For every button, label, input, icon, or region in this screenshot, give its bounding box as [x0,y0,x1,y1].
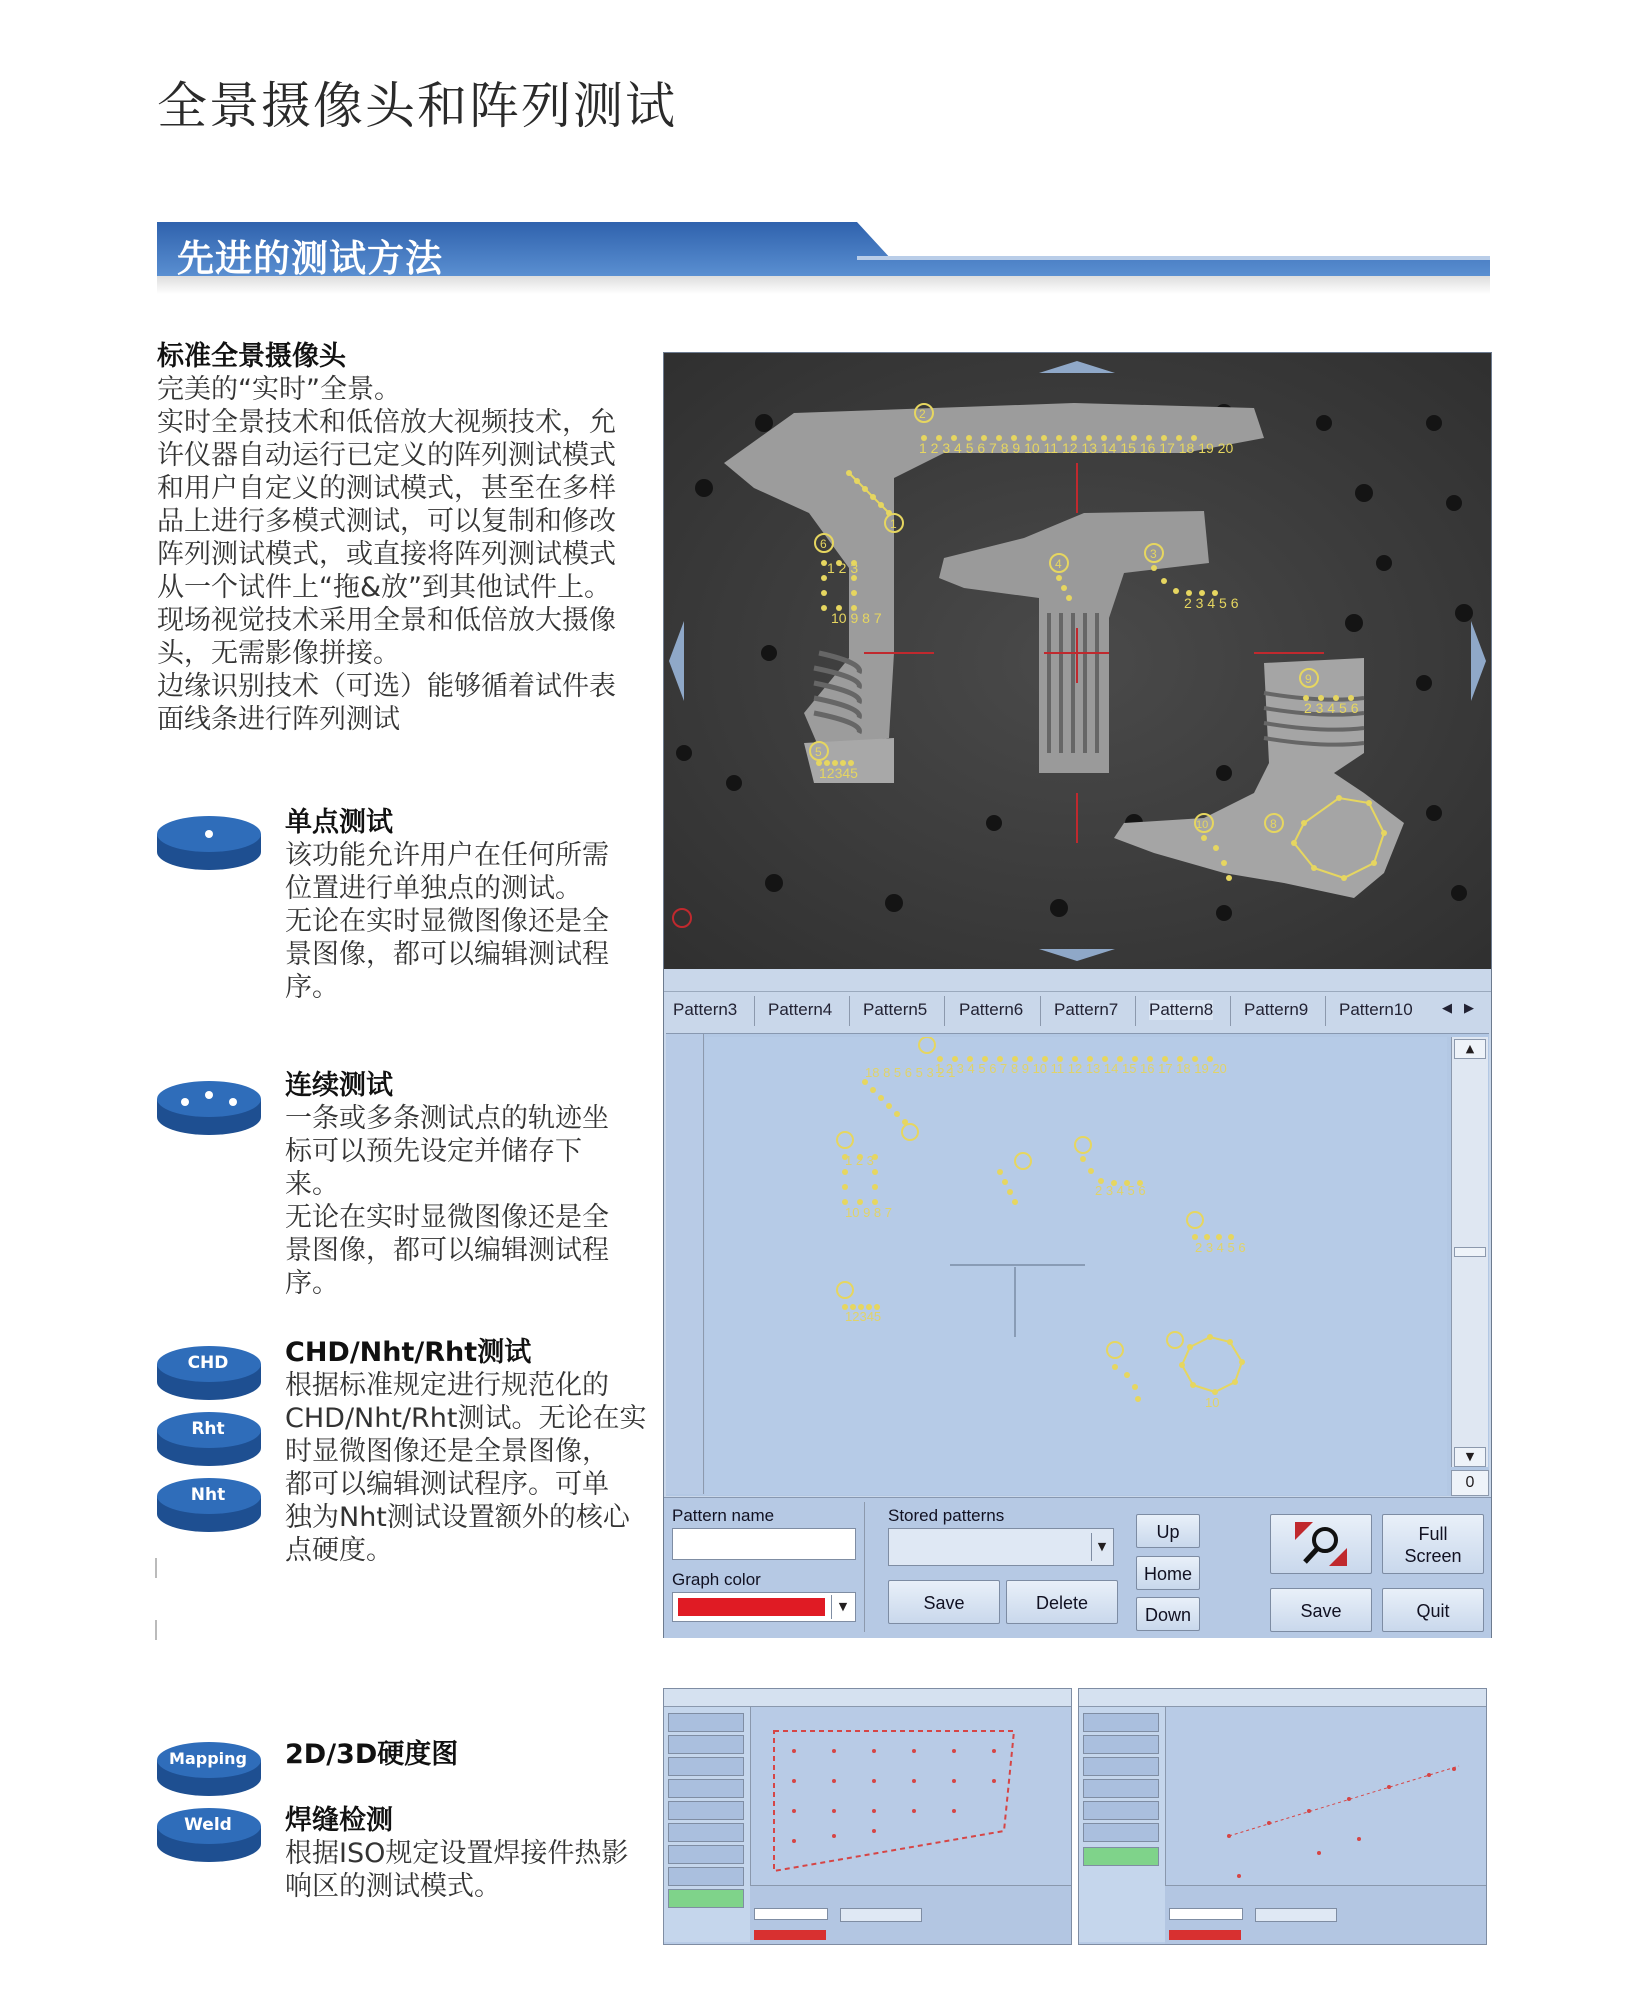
intro-line: 面线条进行阵列测试 [157,704,400,735]
tab-pattern5[interactable]: Pattern5 [863,1000,928,1019]
feature-line: 一条或多条测试点的轨迹坐 [285,1103,609,1134]
thumb-field [754,1908,828,1920]
mapping-disc-icon [155,1736,263,1798]
graph-color-label: Graph color [672,1570,761,1589]
stored-patterns-select[interactable] [888,1528,1114,1566]
home-button[interactable]: Home [1136,1556,1200,1590]
tab-scroll-right-icon[interactable]: ▶ [1464,1000,1474,1015]
feature-line: 根据标准规定进行规范化的 [285,1370,609,1401]
feature-line: 景图像，都可以编辑测试程 [285,939,609,970]
overlay-label: 1 2 3 4 5 6 7 8 9 10 11 12 13 14 15 16 17 18 19 20 [919,440,1234,456]
single-point-icon [155,810,263,872]
feature-line: 序。 [285,1268,339,1299]
thumb-sidebar [1079,1707,1166,1942]
nht-disc-icon [155,1472,263,1534]
tab-pattern9[interactable]: Pattern9 [1244,1000,1309,1019]
pattern-name-label: Pattern name [672,1506,775,1525]
overlay-num: 4 [1055,557,1062,571]
tab-pattern8[interactable]: Pattern8 [1149,1000,1214,1019]
scroll-thumb[interactable] [1454,1247,1486,1257]
pattern-scrollbar[interactable] [1451,1037,1488,1467]
save-button[interactable]: Save [1270,1588,1372,1632]
delete-pattern-button[interactable]: Delete [1006,1580,1118,1624]
thumb-side-button [1083,1757,1159,1776]
overlay-label: 10 9 8 7 [831,610,882,626]
software-window [663,352,1492,1638]
separator-bar [664,969,1491,991]
mapping-graph [754,1711,1054,1881]
intro-line: 和用户自定义的测试模式，甚至在多样 [157,473,616,504]
pattern-label: 1 2 3 4 5 6 7 8 9 10 11 12 13 14 15 16 17 18 19 20 [935,1061,1227,1076]
save-pattern-button[interactable]: Save [888,1580,1000,1624]
feature-chd [285,1336,655,1567]
chevron-down-icon[interactable]: ▼ [1091,1533,1112,1561]
divider [864,1502,865,1632]
pattern-label: 10 [1205,1395,1220,1410]
divider-mark [155,1558,157,1578]
tab-scroll-left-icon[interactable]: ◀ [1442,1000,1452,1015]
continuous-test-icon [155,1075,263,1137]
scroll-value: 0 [1451,1470,1489,1496]
pattern-label: 2 3 4 5 6 [1095,1183,1146,1198]
feature-title: 连续测试 [285,1070,393,1101]
thumb-select [1255,1908,1337,1922]
zoom-icon [1291,1518,1351,1570]
rht-disc-icon [155,1406,263,1468]
feature-mapping [285,1738,655,1771]
thumb-sidebar [664,1707,751,1942]
feature-line: CHD/Nht/Rht测试。无论在实 [285,1403,647,1434]
chd-disc-icon [155,1340,263,1402]
thumb-side-button [668,1823,744,1842]
feature-line: 响区的测试模式。 [285,1871,501,1902]
page-title: 全景摄像头和阵列测试 [157,77,677,135]
full-screen-label: Full [1418,1524,1448,1544]
thumb-field [1169,1908,1243,1920]
intro-line: 阵列测试模式，或直接将阵列测试模式 [157,539,616,570]
feature-line: 位置进行单独点的测试。 [285,873,582,904]
tab-separator [1040,996,1041,1026]
thumb-side-button [1083,1713,1159,1732]
weld-disc-icon [155,1802,263,1864]
thumb-side-button [1083,1801,1159,1820]
feature-line: 序。 [285,972,339,1003]
thumb-side-button [668,1801,744,1820]
graph-color-swatch [678,1598,825,1616]
thumb-color [754,1930,826,1940]
quit-button[interactable]: Quit [1382,1588,1484,1632]
down-button[interactable]: Down [1136,1597,1200,1631]
weld-graph [1169,1711,1469,1881]
intro-line: 许仪器自动运行已定义的阵列测试模式 [157,440,616,471]
tab-separator [1135,996,1136,1026]
disc-label: Nht [190,1485,226,1505]
full-screen-button[interactable] [1382,1514,1484,1574]
thumb-side-button [668,1779,744,1798]
chevron-down-icon[interactable]: ▼ [831,1595,854,1619]
feature-weld [285,1804,655,1903]
pattern-label: 12345 [845,1309,882,1324]
pattern-editor [666,1033,1489,1496]
pattern-label: 2 3 4 5 6 [1195,1240,1246,1255]
overlay-num: 2 [919,407,926,421]
tab-pattern4[interactable]: Pattern4 [768,1000,833,1019]
thumb-side-button [668,1713,744,1732]
thumb-toolbar [664,1689,1071,1707]
tab-separator [754,996,755,1026]
section-title: 先进的测试方法 [177,237,443,280]
feature-line: 景图像，都可以编辑测试程 [285,1235,609,1266]
overlay-num: 3 [1150,547,1157,561]
thumb-controls [750,1885,1071,1945]
graph-color-select[interactable] [672,1592,856,1622]
overlay-label: 1 2 3 [827,560,859,576]
control-panel [664,1497,1491,1638]
thumb-side-button [668,1757,744,1776]
intro-heading: 标准全景摄像头 [157,341,346,372]
thumb-side-button [668,1735,744,1754]
overlay-label: 2 3 4 5 6 [1304,700,1359,716]
feature-title: CHD/Nht/Rht测试 [285,1337,532,1368]
up-button[interactable]: Up [1136,1514,1200,1548]
panorama-view[interactable] [664,353,1491,969]
feature-continuous [285,1069,655,1300]
feature-line: 时显微图像还是全景图像， [285,1436,609,1467]
intro-line: 头，无需影像拼接。 [157,638,400,669]
feature-title: 2D/3D硬度图 [285,1739,459,1770]
editor-gutter [666,1034,704,1494]
mapping-screenshot [663,1688,1072,1945]
full-screen-label: Screen [1404,1546,1462,1566]
thumb-side-button [1083,1847,1159,1866]
thumb-side-button [1083,1823,1159,1842]
tab-pattern6[interactable]: Pattern6 [959,1000,1024,1019]
overlay-num: 10 [1196,819,1209,831]
overlay-label: 12345 [819,765,858,781]
pattern-canvas[interactable] [705,1037,1447,1495]
overlay-label: 2 3 4 5 6 [1184,595,1239,611]
feature-title: 单点测试 [285,807,393,838]
feature-title: 焊缝检测 [285,1805,393,1836]
pattern-label: 18 8 5 6 5 3 2 1 [865,1065,956,1080]
feature-single-point [285,806,655,1004]
thumb-select [840,1908,922,1922]
section-banner [157,222,1490,294]
feature-line: 点硬度。 [285,1535,393,1566]
thumb-toolbar [1079,1689,1486,1707]
thumb-color [1169,1930,1241,1940]
thumb-side-button [668,1845,744,1864]
scroll-down-icon[interactable]: ▼ [1454,1447,1486,1467]
pattern-graph [705,1037,1447,1495]
intro-line: 现场视觉技术采用全景和低倍放大摄像 [157,605,616,636]
pattern-name-input[interactable] [672,1528,856,1560]
tab-pattern10[interactable]: Pattern10 [1339,1000,1413,1019]
feature-line: 该功能允许用户在任何所需 [285,840,609,871]
thumb-side-button [1083,1735,1159,1754]
overlay-num: 8 [1270,817,1277,831]
feature-line: 标可以预先设定并储存下 [285,1136,582,1167]
intro-line: 边缘识别技术（可选）能够循着试件表 [157,671,616,702]
intro-line: 完美的“实时”全景。 [157,374,401,405]
panorama-image [664,353,1491,969]
overlay-num: 6 [820,537,827,551]
feature-line: 无论在实时显微图像还是全 [285,906,609,937]
thumb-controls [1165,1885,1486,1945]
tab-separator [944,996,945,1026]
feature-line: 无论在实时显微图像还是全 [285,1202,609,1233]
weld-screenshot [1078,1688,1487,1945]
tab-separator [1230,996,1231,1026]
feature-line: 独为Nht测试设置额外的核心 [285,1502,630,1533]
intro-line: 品上进行多模式测试，可以复制和修改 [157,506,616,537]
overlay-num: 1 [890,517,897,531]
feature-line: 根据ISO规定设置焊接件热影 [285,1838,629,1869]
scroll-up-icon[interactable]: ▲ [1454,1039,1486,1059]
stored-patterns-label: Stored patterns [888,1506,1005,1525]
tab-pattern7[interactable]: Pattern7 [1054,1000,1119,1019]
disc-label: Weld [184,1815,232,1835]
tab-pattern3[interactable]: Pattern3 [673,1000,738,1019]
divider-mark [155,1620,157,1640]
zoom-button[interactable] [1270,1514,1372,1574]
disc-label: Mapping [169,1749,247,1768]
disc-label: Rht [191,1419,225,1439]
tab-separator [1325,996,1326,1026]
pattern-label: 1 2 3 [845,1153,874,1168]
intro-line: 实时全景技术和低倍放大视频技术，允 [157,407,616,438]
pattern-tabbar [664,991,1491,1028]
tab-separator [849,996,850,1026]
overlay-num: 9 [1305,672,1312,686]
thumb-side-button [668,1867,744,1886]
intro-block [157,340,647,736]
thumb-side-button [668,1889,744,1908]
pattern-label: 10 9 8 7 [845,1205,892,1220]
intro-line: 从一个试件上“拖&放”到其他试件上。 [157,572,612,603]
feature-line: 来。 [285,1169,339,1200]
thumb-side-button [1083,1779,1159,1798]
disc-label: CHD [187,1353,229,1373]
overlay-num: 5 [815,745,822,759]
feature-line: 都可以编辑测试程序。可单 [285,1469,609,1500]
